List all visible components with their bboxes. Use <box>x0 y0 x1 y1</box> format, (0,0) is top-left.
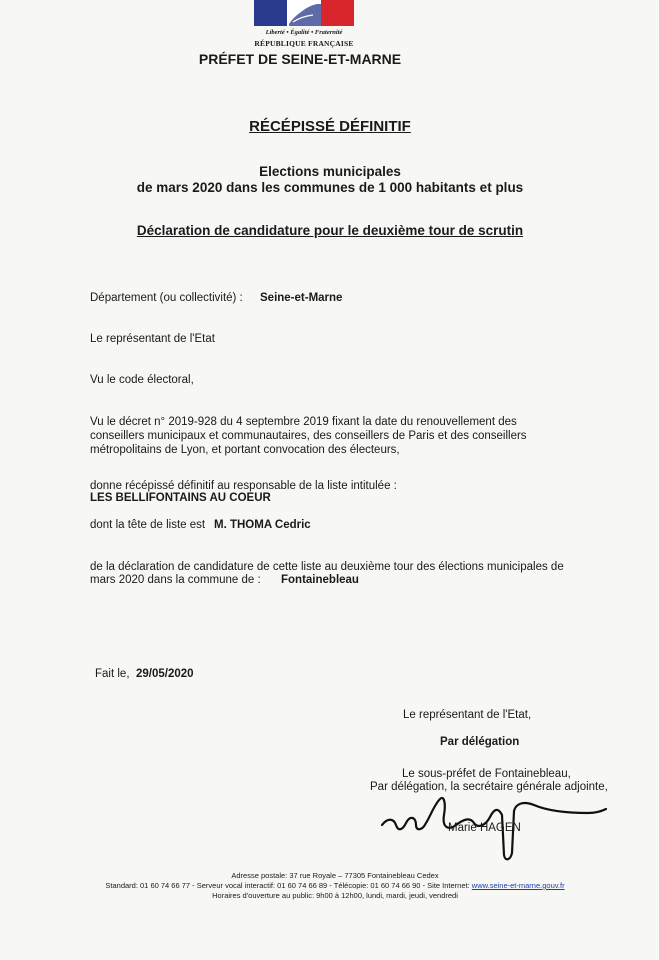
signature-representative: Le représentant de l'Etat, <box>403 709 532 721</box>
commune-name: Fontainebleau <box>281 574 359 586</box>
signature-sub-prefect: Le sous-préfet de Fontainebleau, <box>402 768 571 780</box>
marianne-logo <box>254 0 354 26</box>
flag-blue-band <box>254 0 287 26</box>
marianne-profile-icon <box>287 0 321 26</box>
document-title: RÉCÉPISSÉ DÉFINITIF <box>249 118 411 135</box>
list-head-label: dont la tête de liste est <box>90 519 206 531</box>
declaration-paragraph: de la déclaration de candidature de cette liste au deuxième tour des élections municipales de mars 2020 dans la commune de : <box>90 561 564 586</box>
footer-address: Adresse postale: 37 rue Royale – 77305 Fontainebleau Cedex <box>231 871 439 880</box>
date-label: Fait le, <box>95 668 130 680</box>
representative-text: Le représentant de l'Etat <box>90 333 215 345</box>
flag-red-band <box>321 0 354 26</box>
electoral-code-text: Vu le code électoral, <box>90 374 194 386</box>
decree-paragraph: Vu le décret n° 2019-928 du 4 septembre 2019 fixant la date du renouvellement des conseillers municipaux et communautaires, des conseillers de Paris et des conseillers métropolitains de Lyon, et portant convocation des électeurs, <box>90 416 527 456</box>
list-head-value: M. THOMA Cedric <box>214 519 311 531</box>
department-value: Seine-et-Marne <box>260 292 343 304</box>
footer-contact-text: Standard: 01 60 74 66 77 - Serveur vocal interactif: 01 60 74 66 89 - Télécopie: 01 60 74 66 90 - Site Internet: <box>105 881 470 890</box>
receipt-text: donne récépissé définitif au responsable de la liste intitulée : <box>90 480 397 492</box>
department-label: Département (ou collectivité) : <box>90 292 243 304</box>
footer-hours: Horaires d'ouverture au public: 9h00 à 12h00, lundi, mardi, jeudi, vendredi <box>212 891 458 900</box>
footer-contact <box>55 881 615 890</box>
signature-delegation: Par délégation <box>440 736 520 748</box>
subtitle-line-1: Elections municipales <box>259 164 401 179</box>
date-value: 29/05/2020 <box>136 668 194 680</box>
footer-website-link[interactable]: www.seine-et-marne.gouv.fr <box>471 881 565 890</box>
republic-name: RÉPUBLIQUE FRANÇAISE <box>254 39 354 48</box>
prefecture-name: PRÉFET DE SEINE-ET-MARNE <box>198 51 402 67</box>
flag-white-band <box>287 0 321 26</box>
signatory-name: Marie HAGEN <box>448 822 521 834</box>
declaration-heading: Déclaration de candidature pour le deuxième tour de scrutin <box>136 223 524 238</box>
subtitle-line-2: de mars 2020 dans les communes de 1 000 habitants et plus <box>136 180 524 195</box>
list-name: LES BELLIFONTAINS AU COEUR <box>90 492 271 504</box>
signature-secretary: Par délégation, la secrétaire générale adjointe, <box>370 781 608 793</box>
republic-motto: Liberté • Égalité • Fraternité <box>265 29 343 36</box>
